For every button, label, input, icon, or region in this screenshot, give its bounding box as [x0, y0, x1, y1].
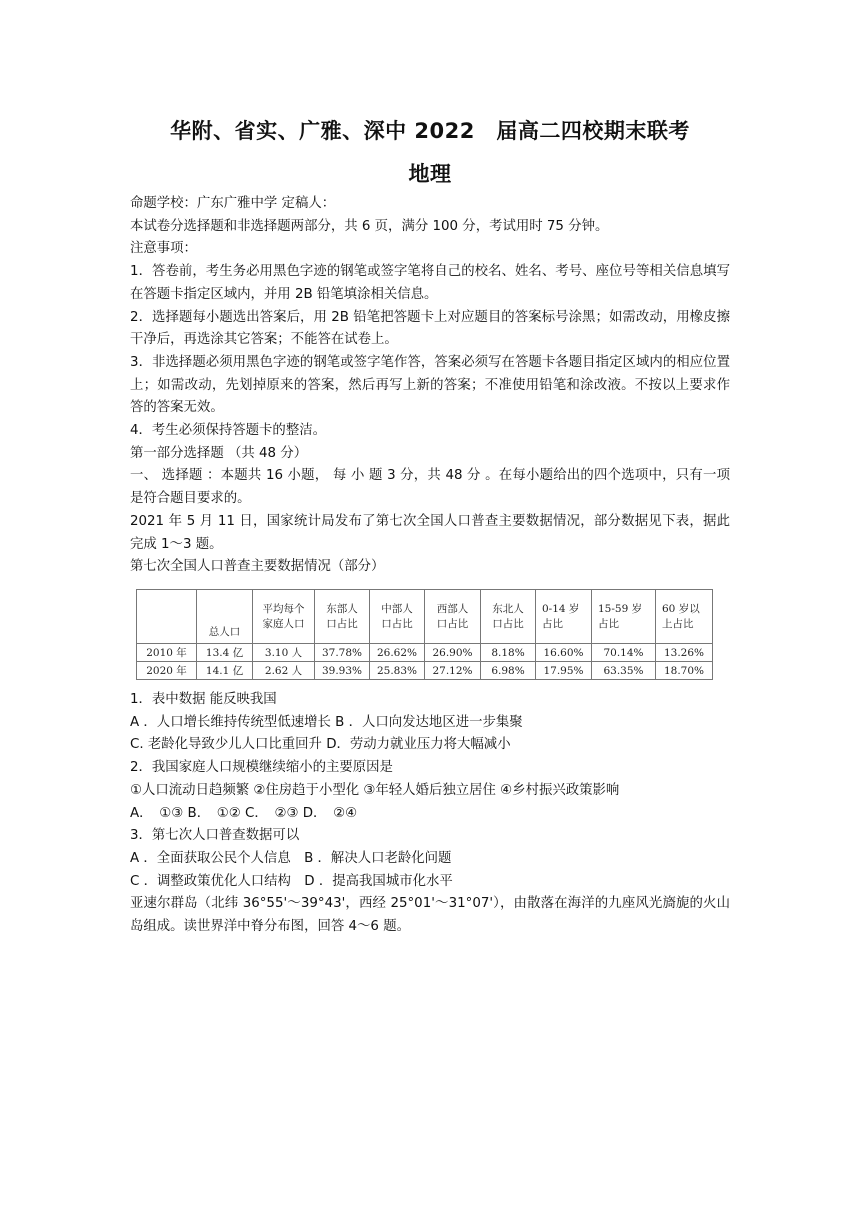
exam-title: 华附、省实、广雅、深中 2022 届高二四校期末联考 [170, 119, 690, 143]
notice-item-2: 2．选择题每小题选出答案后，用 2B 铅笔把答题卡上对应题目的答案标号涂黑；如需改动，用橡皮擦干净后，再选涂其它答案；不能答在试卷上。 [130, 309, 730, 348]
table-cell: 17.95% [536, 662, 592, 680]
census-table [136, 589, 713, 680]
question-1-options-ab: A ．人口增长维持传统型低速增长 B ．人口向发达地区进一步集聚 [130, 714, 523, 730]
question-2-options: A． ①③ B． ①② C． ②③ D． ②④ [130, 805, 358, 821]
table-cell: 2010 年 [137, 644, 197, 662]
table-cell: 13.4 亿 [197, 644, 253, 662]
table-cell: 16.60% [536, 644, 592, 662]
header-cell [137, 590, 197, 644]
question-3-options-cd: C ．调整政策优化人口结构 D ．提高我国城市化水平 [130, 873, 453, 889]
azores-context: 亚速尔群岛（北纬 36°55'～39°43'，西经 25°01'～31°07'），由散落在海洋的九座风光旖旎的火山岛组成。读世界洋中脊分布图，回答 4～6 题。 [130, 896, 730, 935]
table-cell: 13.26% [656, 644, 713, 662]
table-row [137, 644, 713, 662]
notice-item-4: 4．考生必须保持答题卡的整洁。 [130, 423, 326, 439]
question-3-options-ab: A ．全面获取公民个人信息 B ．解决人口老龄化问题 [130, 850, 452, 866]
section-heading: 第一部分选择题 （共 48 分） [130, 445, 308, 461]
author-line: 命题学校：广东广雅中学 定稿人： [130, 196, 336, 211]
header-cell: 东部人口占比 [315, 590, 370, 644]
exam-intro [130, 193, 730, 579]
table-cell: 63.35% [592, 662, 656, 680]
table-cell: 27.12% [425, 662, 481, 680]
subject-title: 地理 [408, 162, 452, 186]
table-cell: 18.70% [656, 662, 713, 680]
header-cell: 平均每个家庭人口 [253, 590, 315, 644]
table-cell: 25.83% [370, 662, 425, 680]
header-cell: 中部人口占比 [370, 590, 425, 644]
table-cell: 14.1 亿 [197, 662, 253, 680]
table-cell: 26.62% [370, 644, 425, 662]
question-1: 1．表中数据 能反映我国 [130, 692, 277, 707]
question-3: 3．第七次人口普查数据可以 [130, 828, 300, 844]
header-cell: 总人口 [197, 590, 253, 644]
header-cell: 0-14 岁占比 [536, 590, 592, 644]
census-table-wrap [136, 589, 713, 680]
census-context: 2021 年 5 月 11 日，国家统计局发布了第七次全国人口普查主要数据情况，部分数据见下表，据此完成 1～3 题。 [130, 513, 730, 552]
table-row [137, 662, 713, 680]
header-cell: 15-59 岁占比 [592, 590, 656, 644]
notice-item-3: 3．非选择题必须用黑色字迹的钢笔或签字笔作答，答案必须写在答题卡各题目指定区域内的相应位置上；如需改动，先划掉原来的答案，然后再写上新的答案；不准使用铅笔和涂改液。不按以上要求作答的答案无效。 [130, 354, 730, 416]
questions-block [130, 689, 730, 939]
table-cell: 6.98% [481, 662, 536, 680]
question-2-statements: ①人口流动日趋频繁 ②住房趋于小型化 ③年轻人婚后独立居住 ④乡村振兴政策影响 [130, 782, 620, 798]
table-caption: 第七次全国人口普查主要数据情况（部分） [130, 559, 385, 575]
notice-item-1: 1．答卷前，考生务必用黑色字迹的钢笔或签字笔将自己的校名、姓名、考号、座位号等相关信息填写在答题卡指定区域内，并用 2B 铅笔填涂相关信息。 [130, 264, 730, 302]
table-cell: 2.62 人 [253, 662, 315, 680]
table-cell: 26.90% [425, 644, 481, 662]
paper-info: 本试卷分选择题和非选择题两部分，共 6 页，满分 100 分，考试用时 75 分钟。 [130, 218, 609, 234]
table-cell: 3.10 人 [253, 644, 315, 662]
header-cell: 60 岁以上占比 [656, 590, 713, 644]
table-cell: 37.78% [315, 644, 370, 662]
table-cell: 70.14% [592, 644, 656, 662]
table-cell: 2020 年 [137, 662, 197, 680]
question-1-options-cd: C. 老龄化导致少儿人口比重回升 D．劳动力就业压力将大幅减小 [130, 737, 511, 753]
table-header-row [137, 590, 713, 644]
header-cell: 东北人口占比 [481, 590, 536, 644]
table-cell: 39.93% [315, 662, 370, 680]
section-instructions: 一、 选择题 ：本题共 16 小题， 每 小 题 3 分，共 48 分 。在每小题给出的四个选项中，只有一项是符合题目要求的。 [130, 468, 730, 507]
question-2: 2．我国家庭人口规模继续缩小的主要原因是 [130, 760, 393, 776]
header-cell: 西部人口占比 [425, 590, 481, 644]
notice-heading: 注意事项： [130, 241, 197, 257]
table-cell: 8.18% [481, 644, 536, 662]
